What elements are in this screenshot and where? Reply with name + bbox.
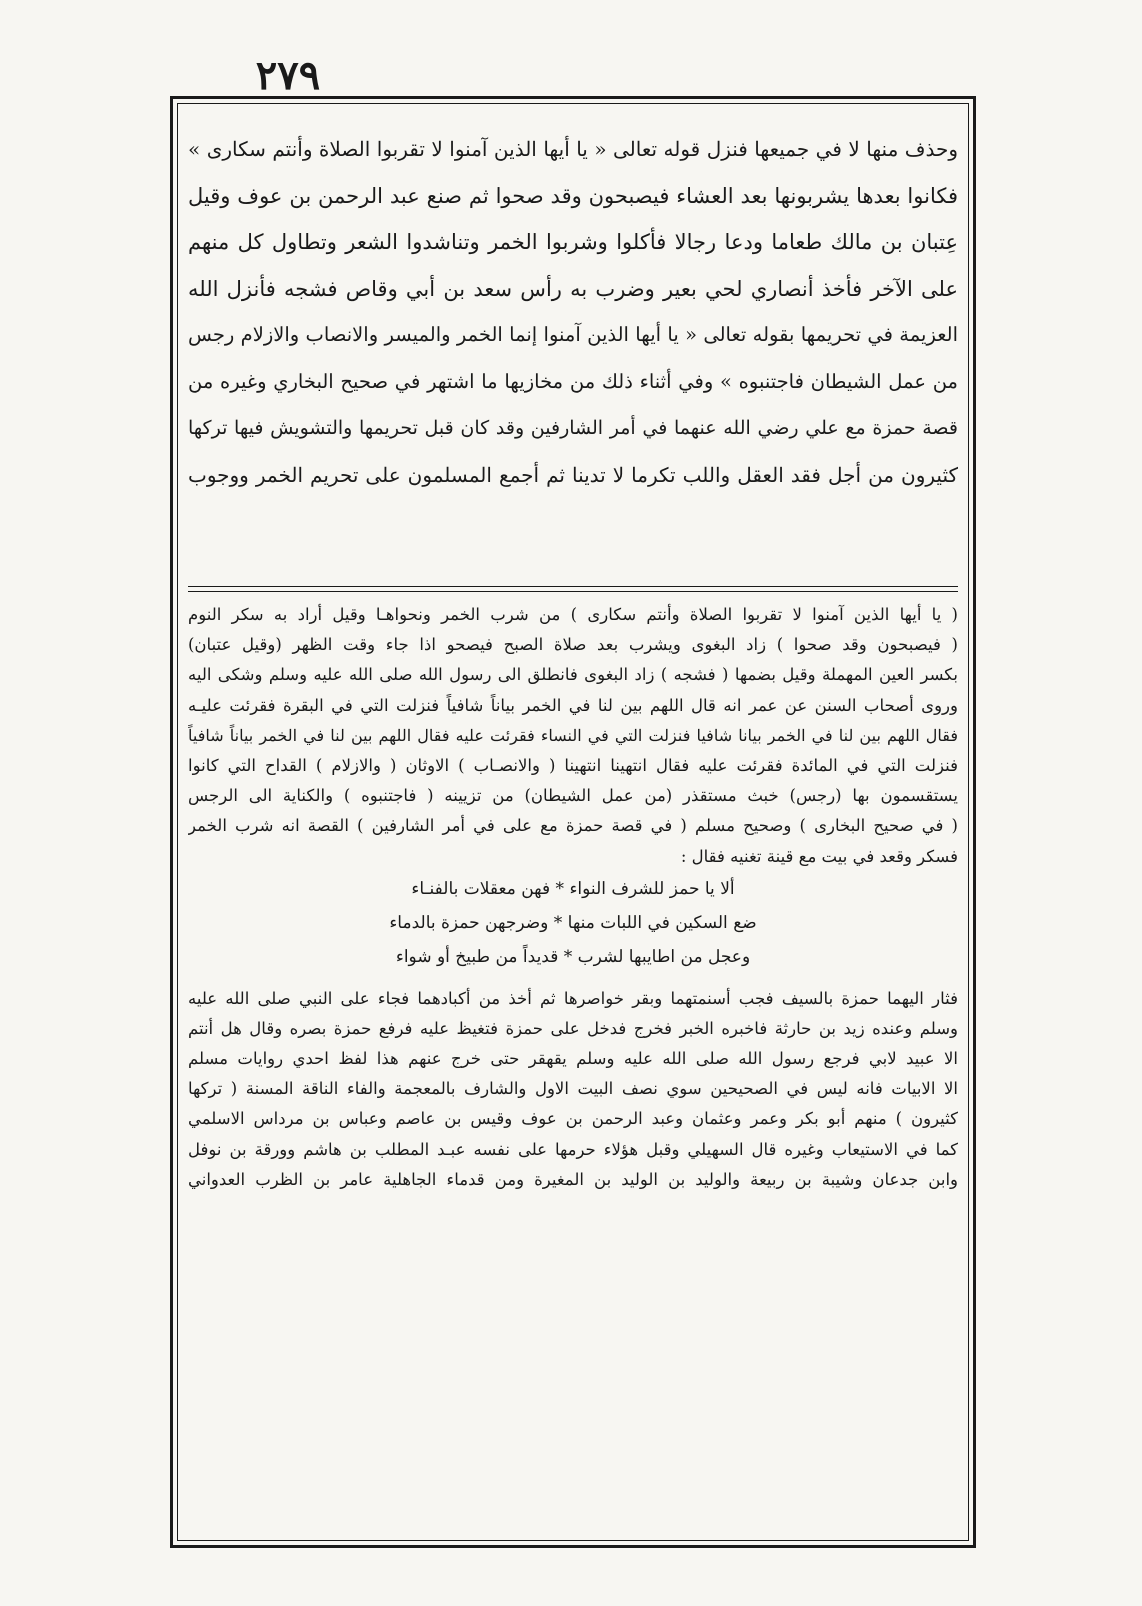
commentary-block xyxy=(188,600,958,1195)
poem-verses xyxy=(188,872,958,974)
commentary-line: فقال اللهم بين لنا في الخمر بيانا شافيا فنزلت التي في النساء فقرئت عليه فقال اللهم بين لنا في الخمر بياناً شافياً xyxy=(188,725,958,745)
commentary-line: فنزلت التي في المائدة فقرئت عليه فقال انتهينا انتهينا ( والانصـاب ) الاوثان ( والازلام ) القداح التي كانوا xyxy=(188,755,958,775)
commentary-line: وسلم وعنده زيد بن حارثة فاخبره الخبر فخرج فدخل على حمزة فتغيظ عليه فرفع حمزة بصره وقال هل أنتم xyxy=(188,1018,958,1038)
commentary-line: كما في الاستيعاب وغيره قال السهيلي وقبل هؤلاء حرمها على نفسه عبـد المطلب بن هاشم وورقة بن نوفل xyxy=(188,1139,958,1159)
main-text-line: كثيرون من أجل فقد العقل واللب تكرما لا تدينا ثم أجمع المسلمون على تحريم الخمر ووجوب xyxy=(188,462,958,487)
separator-rule xyxy=(188,591,958,592)
main-text-line: قصة حمزة مع علي رضي الله عنهما في أمر الشارفين وقد كان قبل تحريمها والتشويش فيها تركها xyxy=(188,417,958,439)
poem-verse: ضع السكين في اللبات منها * وضرجهن حمزة بالدماء xyxy=(389,912,757,933)
page-number: ٢٧٩ xyxy=(255,52,321,99)
commentary-line: الا الابيات فانه ليس في الصحيحين سوي نصف البيت الاول والشارف بالمعجمة والفاء الناقة المسنة ( تركها xyxy=(188,1079,958,1099)
commentary-line: فثار اليهما حمزة بالسيف فجب أسنمتهما وبقر خواصرها ثم أخذ من أكبادهما فجاء على النبي صلى الله عليه xyxy=(188,988,958,1008)
main-text-line: فكانوا بعدها يشربونها بعد العشاء فيصبحون وقد صحوا ثم صنع عبد الرحمن بن عوف وقيل xyxy=(188,183,958,208)
poem-verse: وعجل من اطايبها لشرب * قديداً من طبيخ أو شواء xyxy=(395,946,751,967)
main-text-line: على الآخر فأخذ أنصاري لحي بعير وضرب به رأس سعد بن أبي وقاص فشجه فأنزل الله xyxy=(188,276,958,301)
commentary-line: ( يا أيها الذين آمنوا لا تقربوا الصلاة وأنتم سكارى ) من شرب الخمر ونحواهـا وقيل أراد به سكر النوم xyxy=(188,605,958,624)
commentary-line: الا عبيد لابي فرجع رسول الله صلى الله عليه وسلم يقهقر حتى خرج عنهم هذا لفظ احدي روايات مسلم xyxy=(188,1049,958,1069)
commentary-line: يستقسمون بها (رجس) خبث مستقذر (من عمل الشيطان) من تزيينه ( فاجتنبوه ) والكناية الى الرجس xyxy=(188,786,958,806)
commentary-line: بكسر العين المهملة وقيل بضمها ( فشجه ) زاد البغوى فانطلق الى رسول الله صلى الله عليه وسلم وشكى اليه xyxy=(188,665,958,685)
commentary-line: وروى أصحاب السنن عن عمر انه قال اللهم بين لنا في الخمر بياناً شافياً فنزلت التي في البقرة فقرئت عليـه xyxy=(188,695,958,715)
commentary-line: كثيرون ) منهم أبو بكر وعمر وعثمان وعبد الرحمن بن عوف وقيس بن عاصم وعباس بن مرداس الاسلمي xyxy=(188,1109,958,1129)
main-text-line: عِتبان بن مالك طعاما ودعا رجالا فأكلوا وشربوا الخمر وتناشدوا الشعر وتطاول كل منهم xyxy=(188,230,958,254)
main-text-line: وحذف منها لا في جميعها فنزل قوله تعالى « يا أيها الذين آمنوا لا تقربوا الصلاة وأنتم سكارى » xyxy=(188,137,958,161)
commentary-line: ( في صحيح البخارى ) وصحيح مسلم ( في قصة حمزة مع على في أمر الشارفين ) القصة انه شرب الخمر xyxy=(188,816,958,836)
poem-verse: ألا يا حمز للشرف النواء * فهن معقلات بالفنـاء xyxy=(411,878,735,899)
commentary-line: فسكر وقعد في بيت مع قينة تغنيه فقال : xyxy=(680,846,958,866)
main-text-line: من عمل الشيطان فاجتنبوه » وفي أثناء ذلك من مخازيها ما اشتهر في صحيح البخاري وغيره من xyxy=(188,369,958,393)
commentary-line: وابن جدعان وشيبة بن ربيعة والوليد بن الوليد بن المغيرة ومن قدماء الجاهلية عامر بن الظرب العدواني xyxy=(188,1169,958,1189)
main-text-block xyxy=(188,126,958,498)
commentary-continued xyxy=(188,984,958,1195)
main-text-line: العزيمة في تحريمها بقوله تعالى « يا أيها الذين آمنوا إنما الخمر والميسر والانصاب والازلام رجس xyxy=(188,323,958,346)
separator-rule xyxy=(188,586,958,587)
commentary-line: ( فيصبحون وقد صحوا ) زاد البغوى ويشرب بعد صلاة الصبح فيصحو اذا جاء وقت الظهر (وقيل عتبان) xyxy=(188,635,958,655)
